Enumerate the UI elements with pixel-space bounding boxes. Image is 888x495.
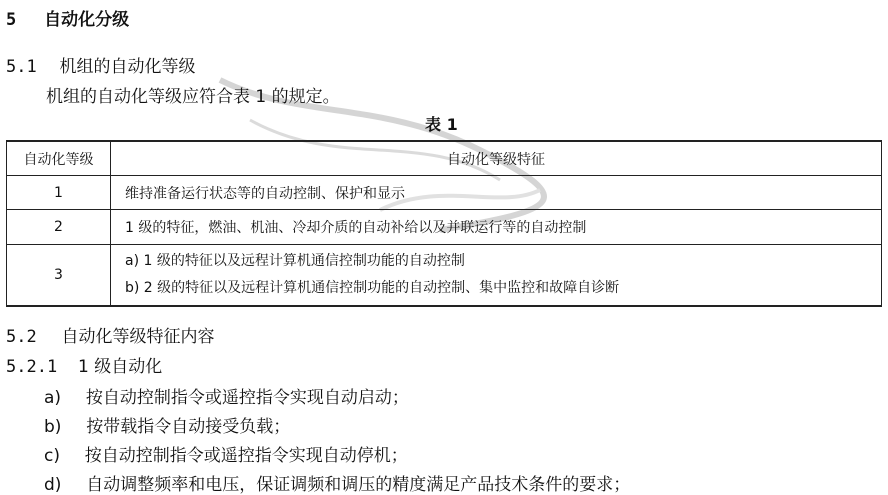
column-header-features: 自动化等级特征	[111, 141, 882, 176]
section-title: 机组的自动化等级	[59, 57, 196, 77]
list-marker: d)	[44, 475, 62, 495]
section-5-1-body: 机组的自动化等级应符合表 1 的规定。	[46, 87, 340, 107]
list-text: 按自动控制指令或遥控指令实现自动停机；	[84, 446, 408, 466]
features-cell: 1 级的特征，燃油、机油、冷却介质的自动补给以及并联运行等的自动控制	[111, 210, 882, 245]
level-cell: 1	[7, 176, 111, 210]
section-title: 1 级自动化	[78, 357, 163, 377]
table-row	[7, 210, 882, 245]
section-number: 5.1	[6, 57, 37, 77]
table-caption: 表 1	[425, 115, 458, 134]
section-5-2-1-heading	[6, 352, 162, 377]
list-marker: c)	[44, 446, 60, 466]
features-cell: 维持准备运行状态等的自动控制、保护和显示	[111, 176, 882, 210]
table-row	[7, 245, 882, 307]
list-marker: b)	[44, 417, 62, 437]
list-text: 按带载指令自动接受负载；	[86, 417, 291, 437]
list-marker: a)	[44, 388, 62, 408]
table-header-row	[7, 141, 882, 176]
section-title: 自动化等级特征内容	[61, 327, 215, 347]
level-cell: 3	[7, 245, 111, 307]
section-number: 5.2.1	[6, 357, 58, 377]
section-number: 5	[6, 10, 17, 30]
section-5-heading	[6, 5, 129, 30]
list-item	[44, 470, 630, 495]
feature-item: a) 1 级的特征以及远程计算机通信控制功能的自动控制	[125, 253, 465, 269]
list-item	[44, 412, 290, 437]
table-row	[7, 176, 882, 210]
column-header-level: 自动化等级	[7, 141, 111, 176]
automation-grade-table	[6, 140, 882, 307]
section-5-1-heading	[6, 52, 196, 77]
list-item	[44, 383, 409, 408]
feature-item: b) 2 级的特征以及远程计算机通信控制功能的自动控制、集中监控和故障自诊断	[125, 280, 620, 296]
section-title: 自动化分级	[44, 10, 130, 30]
features-cell	[111, 245, 882, 307]
list-text: 自动调整频率和电压，保证调频和调压的精度满足产品技术条件的要求；	[86, 475, 631, 495]
level-cell: 2	[7, 210, 111, 245]
section-5-2-heading	[6, 322, 215, 347]
list-item	[44, 441, 408, 466]
section-number: 5.2	[6, 327, 37, 347]
list-text: 按自动控制指令或遥控指令实现自动启动；	[85, 388, 409, 408]
